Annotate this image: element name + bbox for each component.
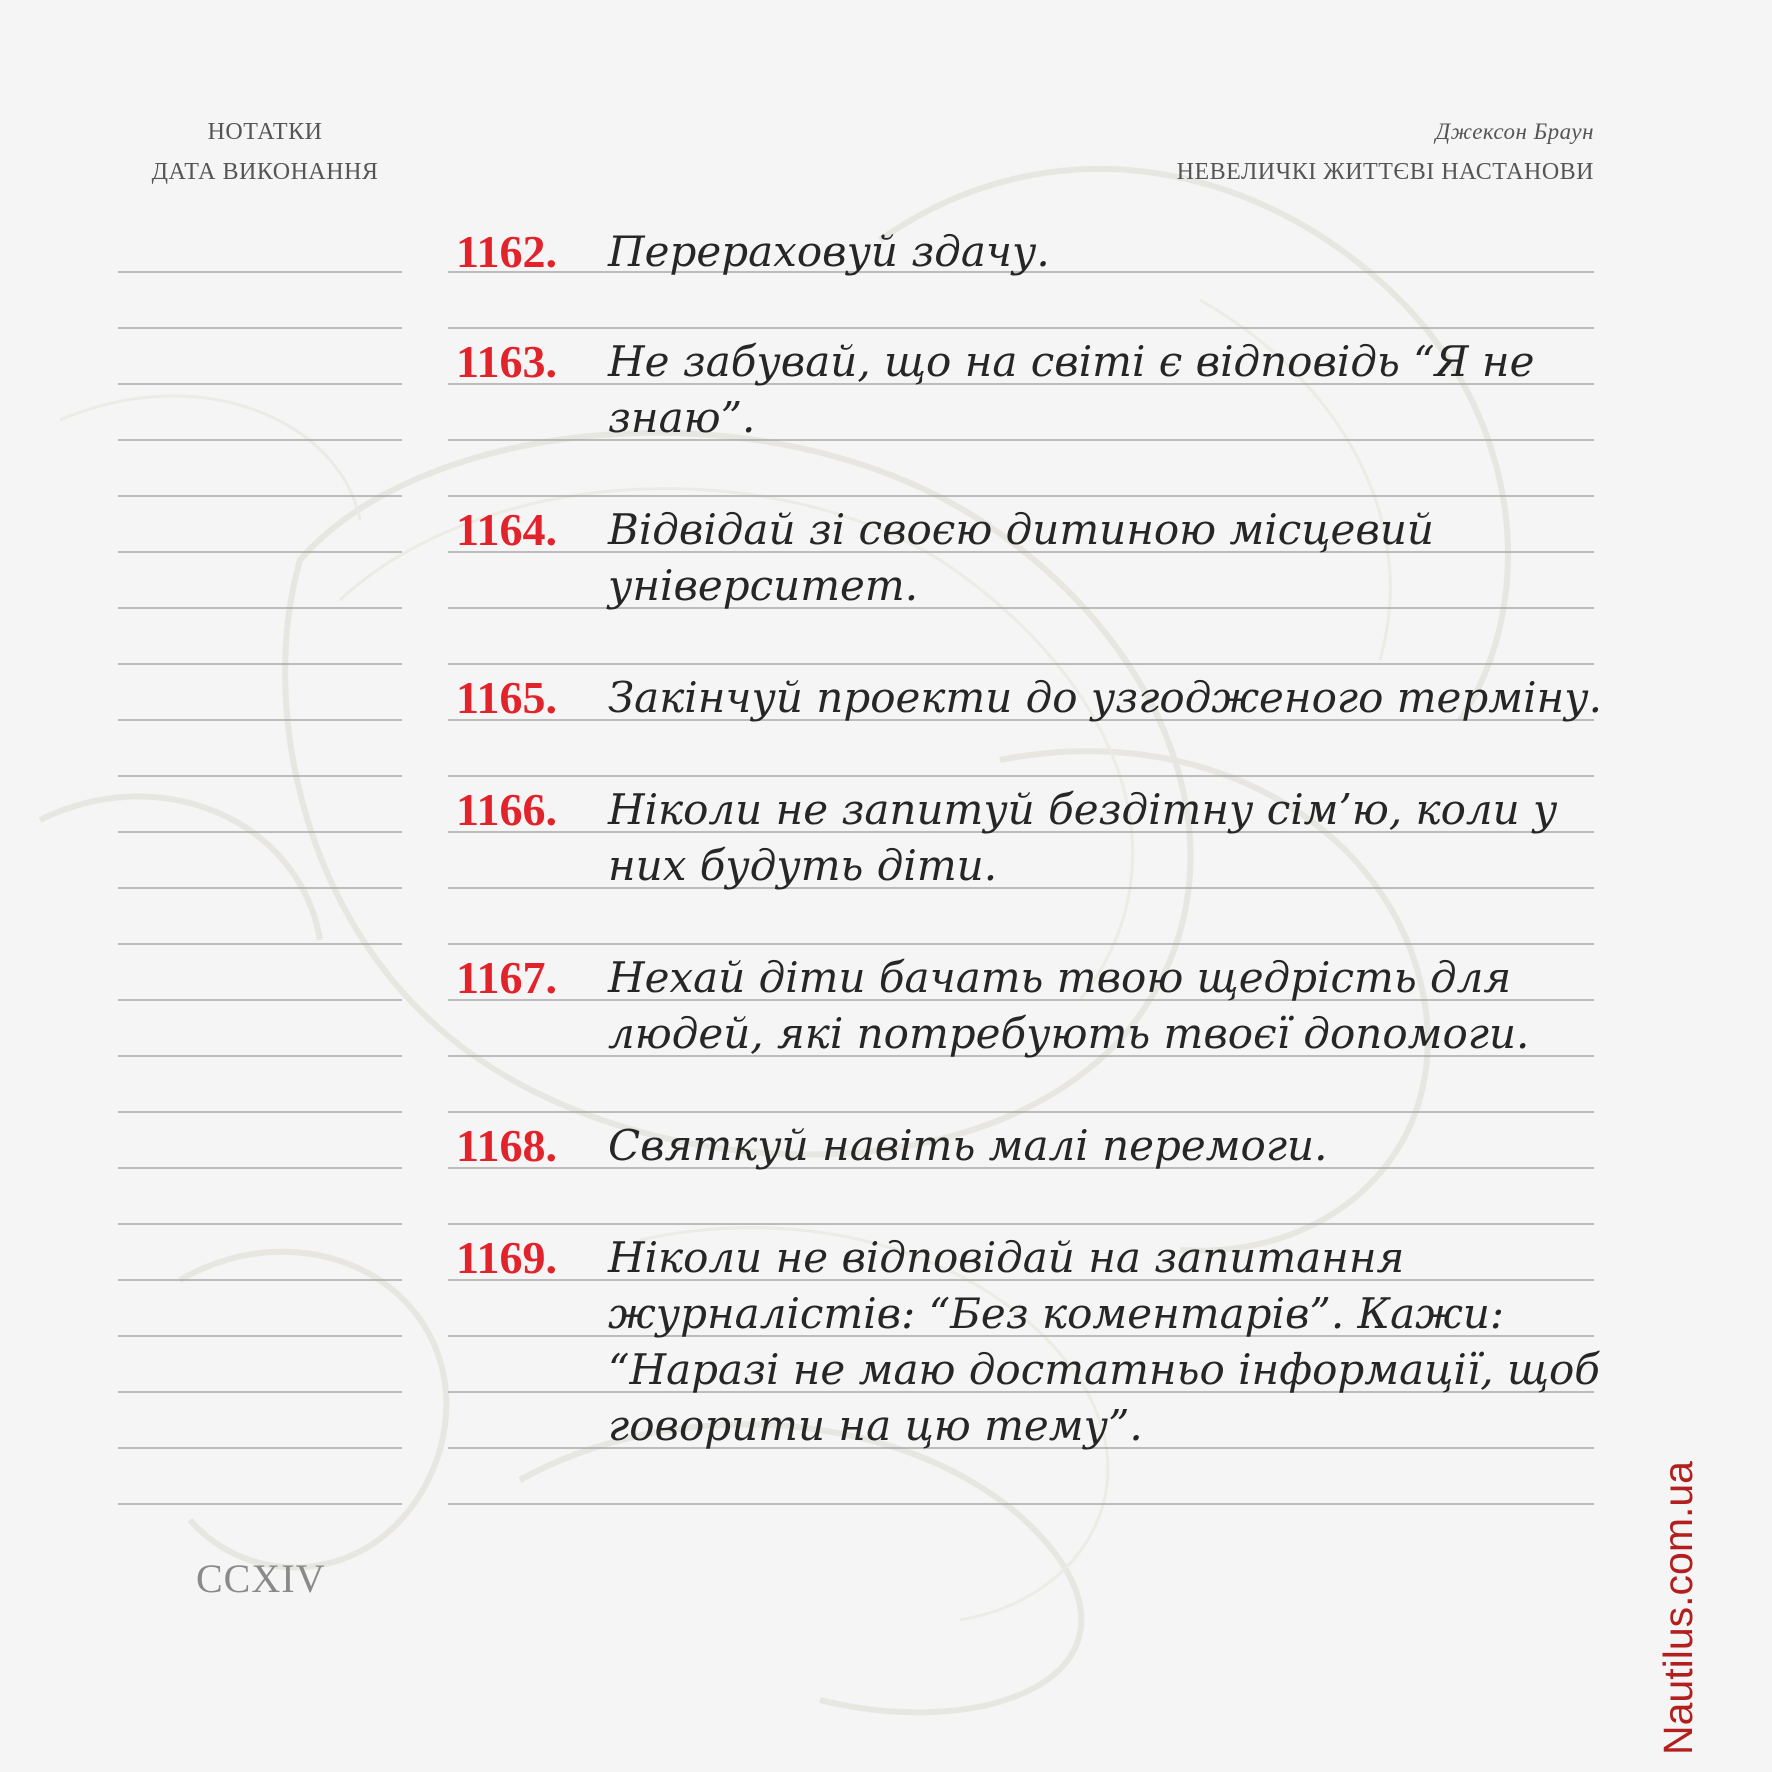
item-number: 1169. [456, 1232, 557, 1283]
item-number: 1163. [456, 336, 557, 387]
author-name: Джексон Браун [1435, 119, 1594, 144]
notes-label: НОТАТКИ [207, 119, 323, 145]
book-title: НЕВЕЛИЧКІ ЖИТТЄВІ НАСТАНОВИ [1176, 159, 1594, 185]
item-number: 1165. [456, 672, 557, 723]
item-text: Закінчуй проекти до узгодженого терміну. [608, 673, 1602, 722]
item-number: 1166. [456, 784, 557, 835]
item-text: Не забувай, що на світі є відповідь “Я не знаю”. [608, 337, 1535, 442]
item-text: Ніколи не запитуй бездітну сім’ю, коли у них будуть діти. [608, 785, 1558, 890]
due-date-label: ДАТА ВИКОНАННЯ [151, 159, 379, 185]
page-number: CCXIV [196, 1556, 326, 1601]
item-text: Нехай діти бачать твою щедрість для людей, які потребують твоєї допомоги. [608, 953, 1530, 1058]
item-number: 1164. [456, 504, 557, 555]
item-text: Перераховуй здачу. [608, 227, 1050, 276]
item-text: Ніколи не відповідай на запитання журналістів: “Без коментарів”. Кажи: “Наразі не маю достатньо інформації, щоб говорити на цю тему”. [608, 1233, 1600, 1450]
item-number: 1167. [456, 952, 557, 1003]
item-number: 1162. [456, 226, 557, 277]
item-text: Відвідай зі своєю дитиною місцевий університет. [608, 505, 1434, 610]
item-text: Святкуй навіть малі перемоги. [608, 1121, 1328, 1170]
item-number: 1168. [456, 1120, 557, 1171]
brand-watermark[interactable]: Nautilus.com.ua [1655, 1461, 1701, 1755]
